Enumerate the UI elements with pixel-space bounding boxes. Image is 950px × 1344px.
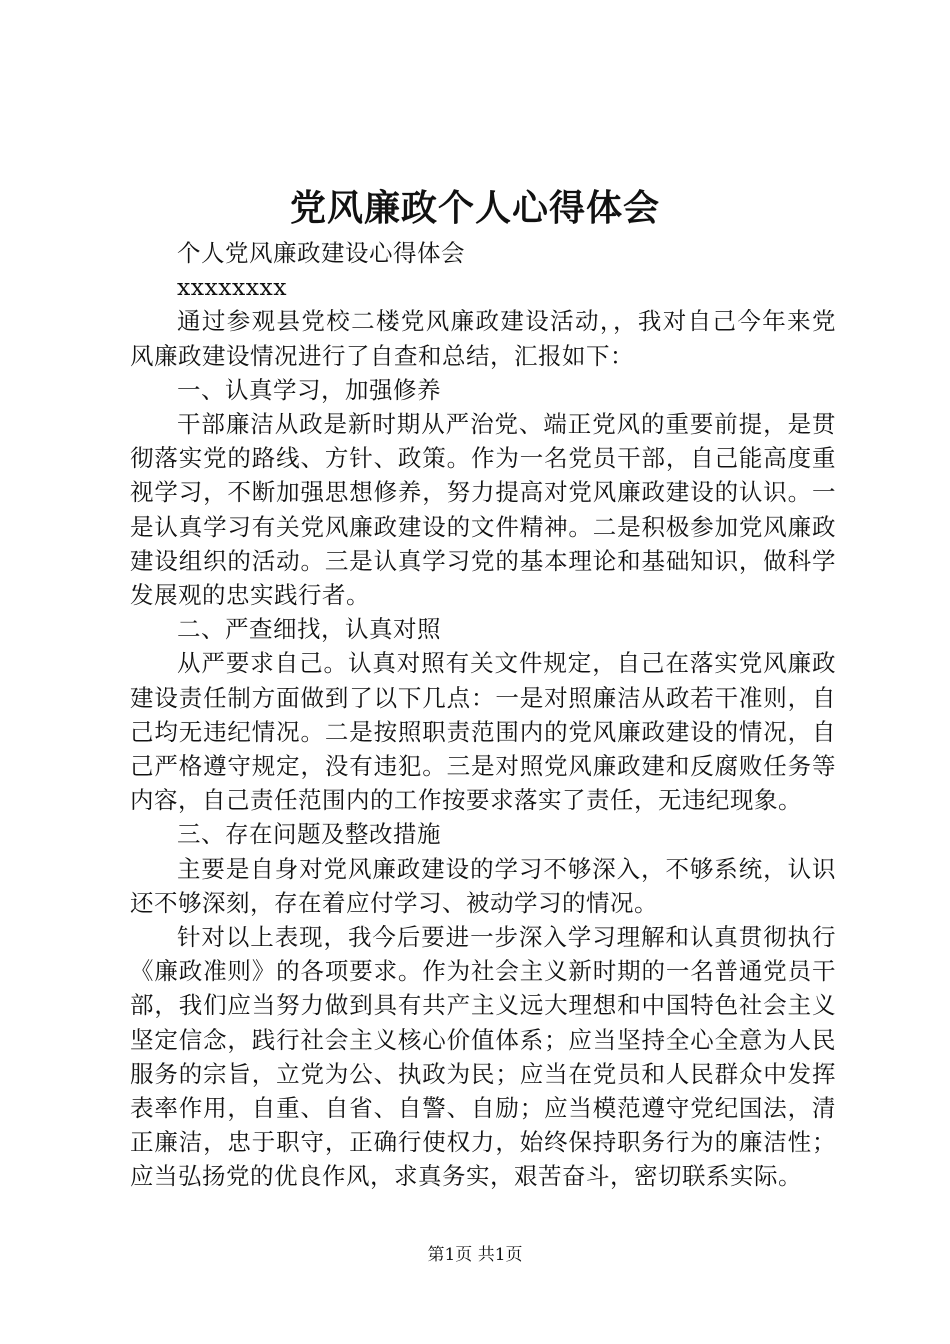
section-heading-3: 三、存在问题及整改措施 [177,820,441,849]
page-number-footer: 第1页 共1页 [427,1245,523,1265]
document-body [130,236,836,1194]
closing-paragraph: 针对以上表现，我今后要进一步深入学习理解和认真贯彻执行《廉政准则》的各项要求。作为社会主义新时期的一名普通党员干部，我们应当努力做到具有共产主义远大理想和中国特色社会主义坚定信念，践行社会主义核心价值体系；应当坚持全心全意为人民服务的宗旨，立党为公、执政为民；应当在党员和人民群众中发挥表率作用，自重、自省、自警、自励；应当模范遵守党纪国法，清正廉洁，忠于职守，正确行使权力，始终保持职务行为的廉洁性；应当弘扬党的优良作风，求真务实，艰苦奋斗，密切联系实际。 [130,923,836,1191]
author-line: xxxxxxxx [177,273,288,302]
page-title: 党风廉政个人心得体会 [289,187,660,229]
intro-paragraph: 通过参观县党校二楼党风廉政建设活动，，我对自己今年来党风廉政建设情况进行了自查和总结，汇报如下： [130,307,836,370]
subtitle: 个人党风廉政建设心得体会 [177,239,465,267]
section-paragraph-3: 主要是自身对党风廉政建设的学习不够深入，不够系统，认识还不够深刻，存在着应付学习、被动学习的情况。 [130,854,836,917]
section-paragraph-2: 从严要求自己。认真对照有关文件规定，自己在落实党风廉政建设责任制方面做到了以下几点：一是对照廉洁从政若干准则，自己均无违纪情况。二是按照职责范围内的党风廉政建设的情况，自己严格遵守规定，没有违犯。三是对照党风廉政建和反腐败任务等内容，自己责任范围内的工作按要求落实了责任，无违纪现象。 [130,649,836,815]
section-heading-1: 一、认真学习，加强修养 [177,375,441,404]
section-paragraph-1: 干部廉洁从政是新时期从严治党、端正党风的重要前提，是贯彻落实党的路线、方针、政策。作为一名党员干部，自己能高度重视学习，不断加强思想修养，努力提高对党风廉政建设的认识。一是认真学习有关党风廉政建设的文件精神。二是积极参加党风廉政建设组织的活动。三是认真学习党的基本理论和基础知识，做科学发展观的忠实践行者。 [130,410,836,610]
section-heading-2: 二、严查细找，认真对照 [177,615,441,644]
